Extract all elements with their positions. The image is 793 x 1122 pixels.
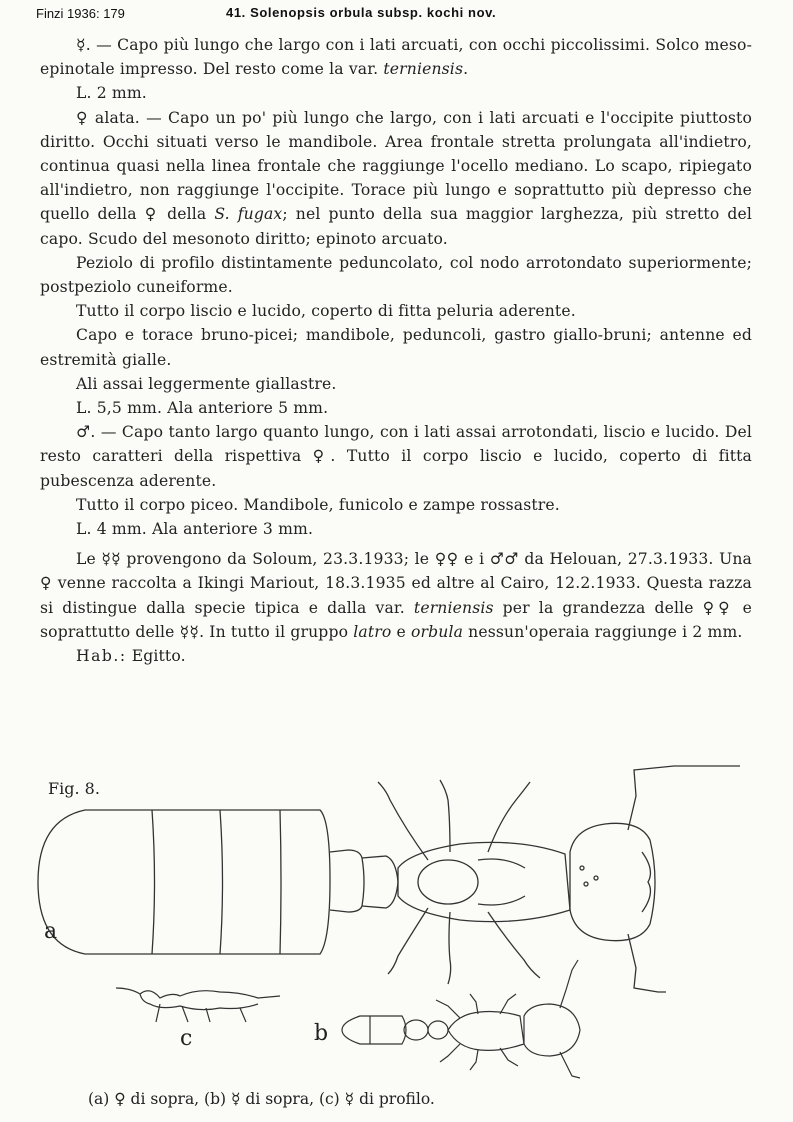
male-color: Tutto il corpo piceo. Mandibole, funicolo e zampe rossastre.: [76, 495, 560, 514]
queen-gaster-segments: [152, 810, 281, 954]
queen-color: Capo e torace bruno-picei; mandibole, peduncoli, gastro giallo-bruni; antenne ed estremità gialle.: [40, 326, 752, 369]
queen-length: L. 5,5 mm. Ala anteriore 5 mm.: [76, 399, 329, 418]
variety-name-2: terniensis: [413, 598, 494, 617]
queen-petiole: [330, 850, 364, 912]
queen-wing-base: [478, 859, 525, 905]
figure-label: Fig. 8.: [48, 779, 100, 798]
species-name: S. fugax: [214, 205, 283, 224]
queen-head: [570, 823, 655, 940]
queen-wings: Ali assai leggermente giallastre.: [76, 374, 337, 393]
worker-length: L. 2 mm.: [76, 84, 147, 103]
group-orbula: orbula: [410, 622, 464, 641]
queen-drawing: [38, 766, 740, 992]
queen-antenna-upper: [628, 766, 740, 830]
queen-petiole: Peziolo di profilo distintamente peduncolato, col nodo arrotondato superiormente; postpeziolo cuneiforme.: [40, 253, 752, 297]
male-length: L. 4 mm. Ala anteriore 3 mm.: [76, 520, 314, 539]
panel-b-label: b: [314, 1021, 329, 1046]
group-latro: latro: [353, 622, 392, 641]
worker-description: ☿. — Capo più lungo che largo con i lati arcuati, con occhi piccolissimi. Solco meso-epinotale impresso. Del resto come la var. terniensis.: [40, 36, 752, 79]
worker-profile-drawing: [116, 988, 280, 1022]
queen-scutum: [418, 860, 478, 904]
queen-postpetiole: [362, 856, 398, 908]
queen-description: ♀ alata. — Capo un po' più lungo che largo, con i lati arcuati e l'occipite piuttosto diritto. Occhi situati verso le mandibole. Area frontale stretta prolungata all'indietro, continua quasi nella linea frontale che raggiunge l'ocello mediano. Lo scapo, ripiegato all'indietro, non raggiunge l'occipite. Torace più lungo e soprattutto più depresso che quello della ♀ della S. fugax; nel punto della sua maggior larghezza, più stretto del capo. Scudo del mesonoto diritto; epinoto arcuato.: [40, 108, 752, 248]
body-text: [40, 33, 752, 668]
habitat: [40, 644, 752, 668]
queen-gaster: [38, 810, 330, 954]
variety-name: terniensis: [383, 60, 464, 79]
page-reference: Finzi 1936: 179: [36, 6, 125, 21]
worker-drawing: [342, 960, 580, 1078]
figure-caption: (a) ♀ di sopra, (b) ☿ di sopra, (c) ☿ di profilo.: [88, 1090, 435, 1108]
queen-mandibles: [642, 852, 650, 912]
worker-petiole: [404, 1020, 428, 1040]
queen-legs: [378, 780, 540, 984]
worker-postpetiole: [428, 1021, 448, 1039]
section-title: 41. Solenopsis orbula subsp. kochi nov.: [226, 5, 497, 20]
male-description: ♂. — Capo tanto largo quanto lungo, con i lati assai arrotondati, liscio e lucido. Del resto caratteri della rispettiva ♀. Tutto il corpo liscio e lucido, coperto di fitta pubescenza aderente.: [40, 423, 752, 490]
provenance: Le ☿☿ provengono da Soloum, 23.3.1933; le ♀♀ e i ♂♂ da Helouan, 27.3.1933. Una ♀ venne raccolta a Ikingi Mariout, 18.3.1935 ed altre al Cairo, 12.2.1933. Questa razza si distingue dalla specie tipica e dalla var. terniensis per la grandezza delle ♀♀ e soprattutto delle ☿☿. In tutto il gruppo latro e orbula nessun'operaia raggiunge i 2 mm.: [40, 550, 752, 641]
habitat-value: Egitto.: [131, 647, 186, 666]
queen-body: Tutto il corpo liscio e lucido, coperto di fitta peluria aderente.: [76, 302, 576, 321]
panel-c-label: c: [180, 1026, 193, 1051]
panel-a-label: a: [44, 919, 58, 944]
queen-antenna-lower: [628, 934, 666, 992]
figure-8: [30, 760, 770, 1110]
worker-head: [524, 1004, 580, 1056]
habitat-label: Hab.:: [76, 647, 127, 666]
worker-gaster: [342, 1016, 406, 1044]
